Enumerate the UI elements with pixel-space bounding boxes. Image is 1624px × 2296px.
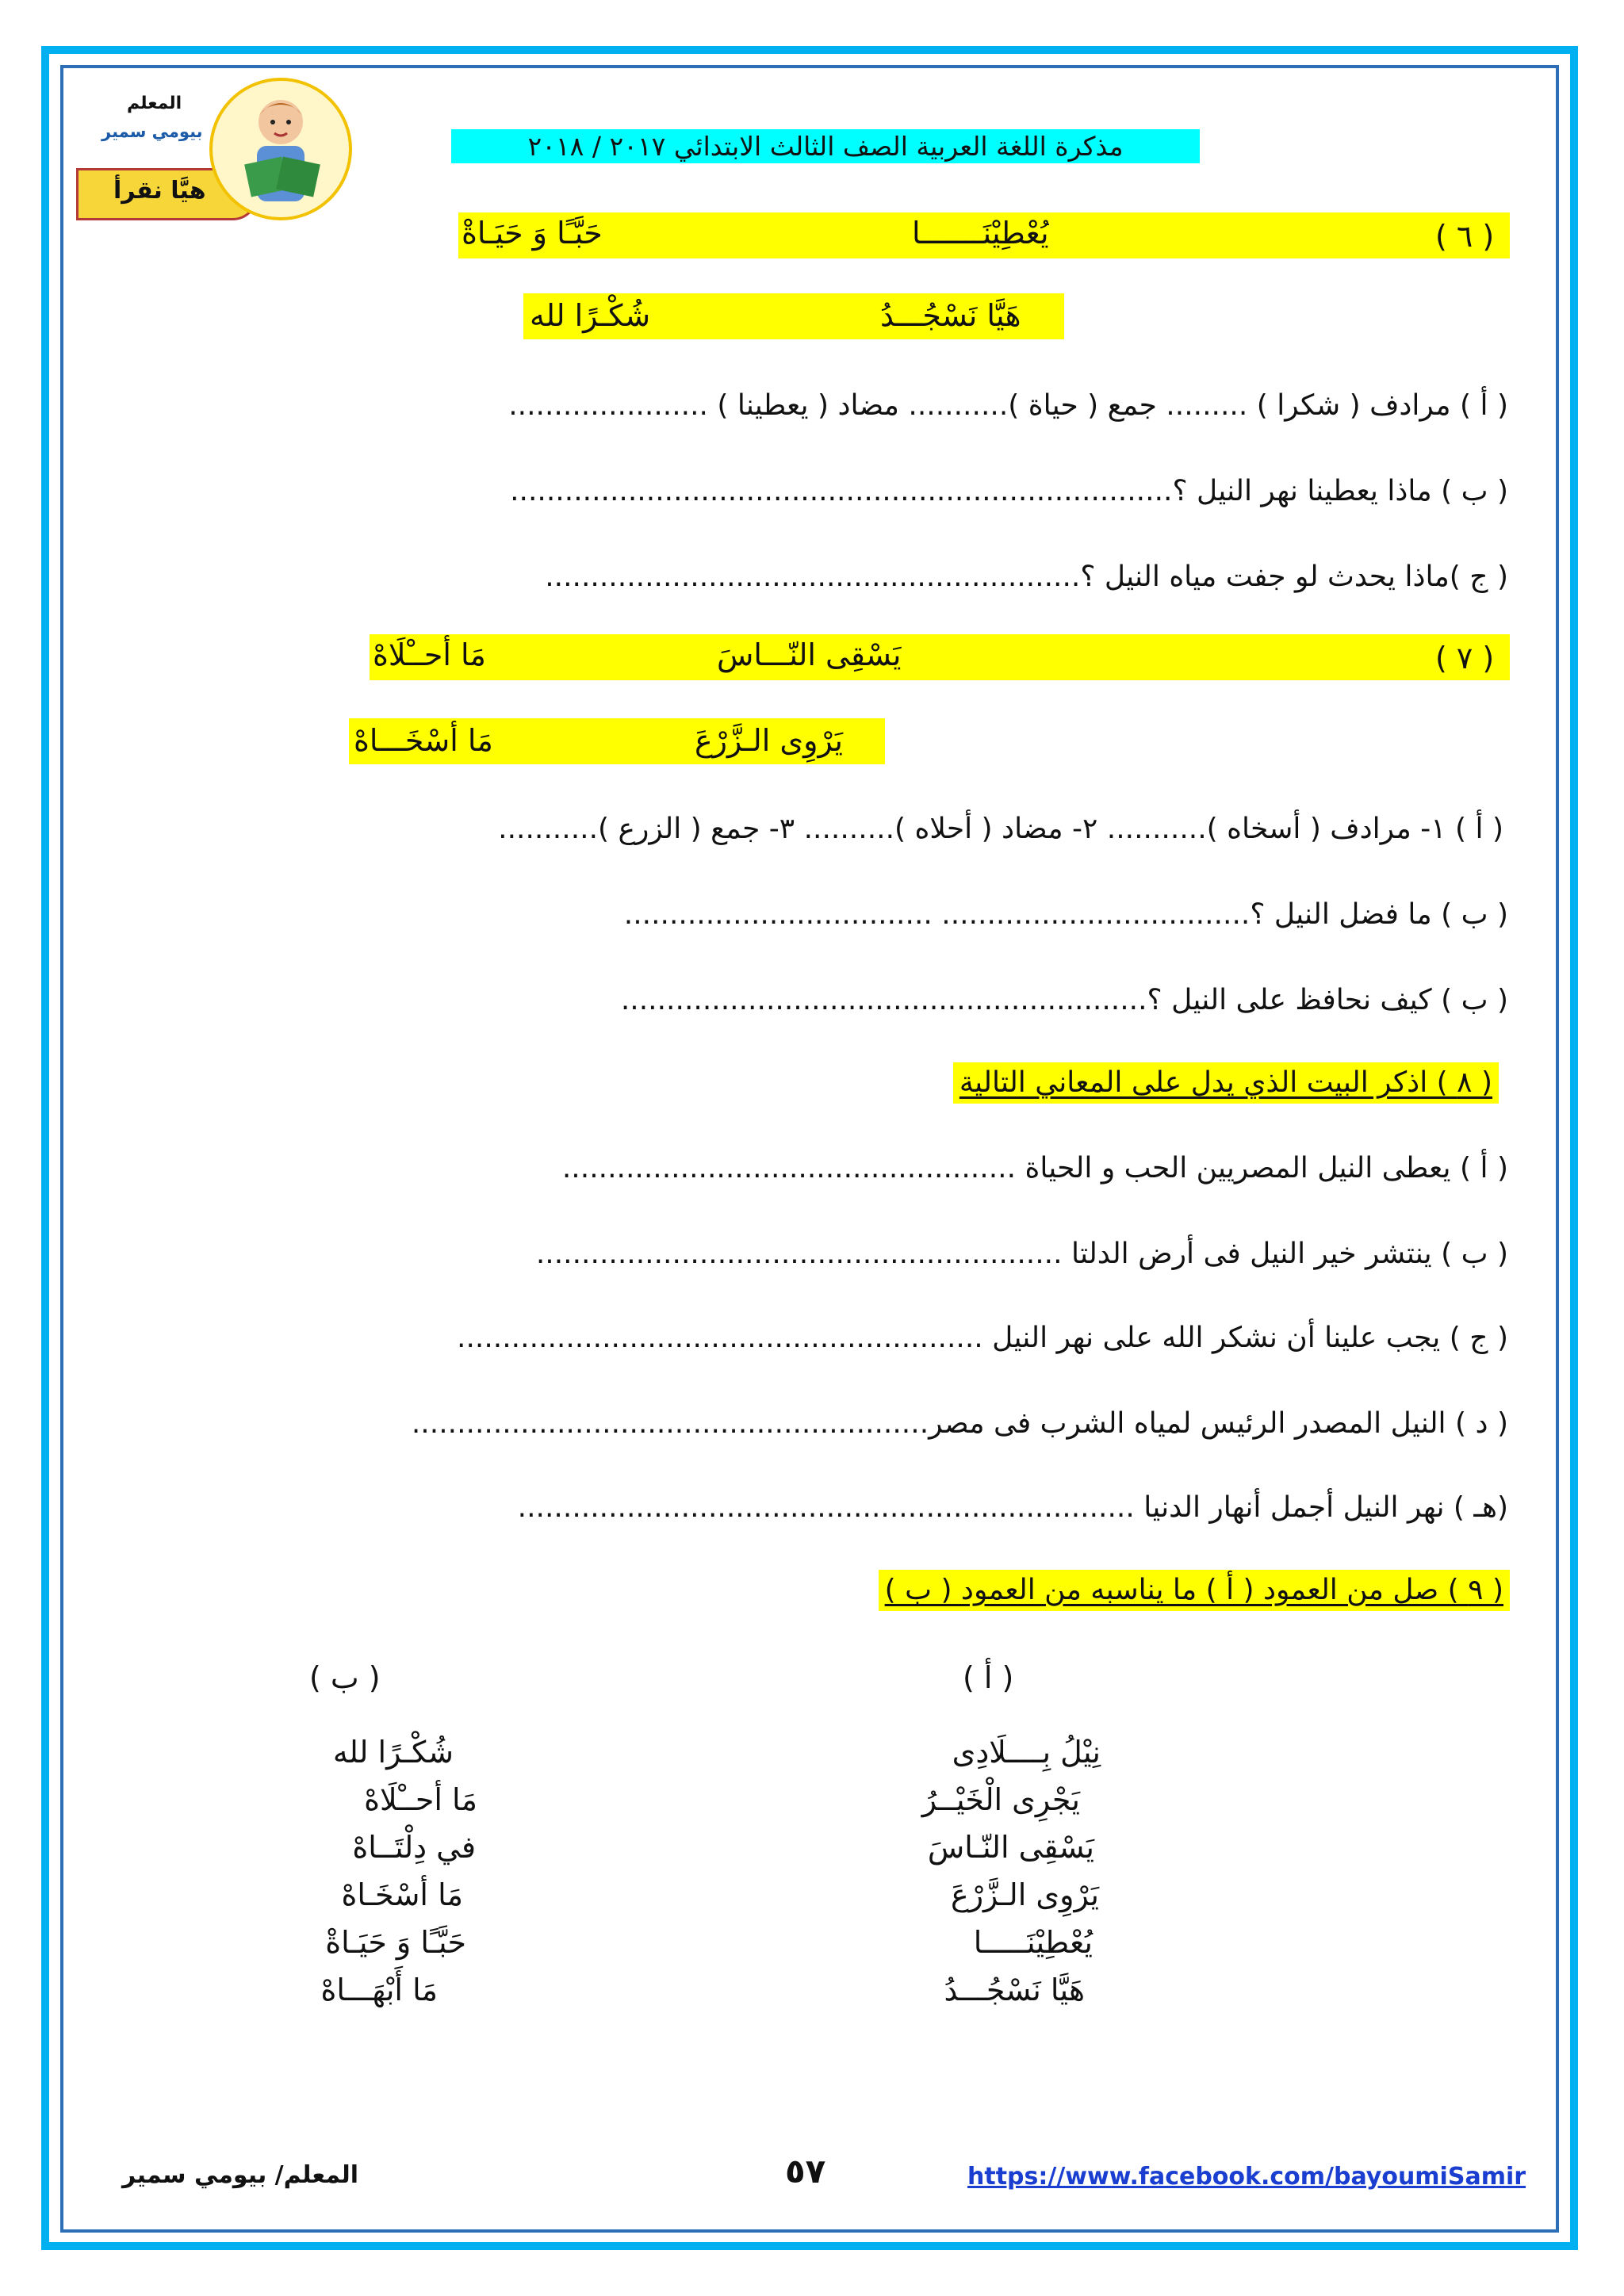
facebook-link[interactable]: https://www.facebook.com/bayoumiSamir [967, 2163, 1526, 2191]
q6-verse1-second: حَبَّـًا وَ حَيَـاةْ [462, 216, 603, 251]
q9-col-a-item: يُعْطِيْنَـــــا [973, 1925, 1093, 1960]
boy-reading-illustration [209, 78, 352, 220]
q8-part-b: ( ب ) ينتشر خير النيل فى أرض الدلتا .......................................................... [535, 1238, 1508, 1270]
q9-col-a-item: يَجْرِى الْخَيْــرُ [921, 1782, 1080, 1817]
q9-col-a-item: يَرْوِى الـزَّرْعَ [951, 1877, 1099, 1912]
q6-part-b: ( ب ) ماذا يعطينا نهر النيل ؟......................................................................... [510, 475, 1508, 507]
q6-part-a: ( أ ) مرادف ( شكرا ) ......... جمع ( حياة )........... مضاد ( يعطينا ) ...................... [508, 389, 1508, 422]
footer-teacher: المعلم/ بيومي سمير [122, 2161, 358, 2189]
q8-part-d: ( د ) النيل المصدر الرئيس لمياه الشرب فى مصر......................................................... [411, 1407, 1508, 1440]
q8-title: ( ٨ ) اذكر البيت الذي يدل على المعاني التالية [953, 1062, 1499, 1104]
q7-part-b1: ( ب ) ما فضل النيل ؟.................................. .................................. [623, 898, 1508, 931]
q9-col-a-item: هَيَّا نَسْجُـــدُ [944, 1973, 1085, 2007]
q9-col-b-item: مَا أَبْهَـــاهْ [320, 1973, 438, 2007]
q6-part-c: ( ج )ماذا يحدث لو جفت مياه النيل ؟........................................................... [545, 561, 1508, 593]
q9-col-b-item: حَبَّـًا وَ حَيَـاةْ [325, 1925, 466, 1960]
q8-part-e: (هـ ) نهر النيل أجمل أنهار الدنيا .................................................................... [517, 1491, 1508, 1524]
q6-number: ( ٦ ) [1435, 219, 1495, 254]
boy-reading-icon [213, 81, 349, 217]
q9-column-a-header: ( أ ) [963, 1660, 1014, 1695]
q9-col-b-item: شُكْـرًا لله [332, 1735, 454, 1770]
page-number: ٥٧ [785, 2152, 826, 2191]
q7-verse2-first: يَرْوِى الـزَّرْعَ [695, 723, 843, 758]
q7-verse1-second: مَا أحــْلَاهْ [373, 637, 486, 672]
q9-col-a-item: نِيْلُ بِــــلَادِى [952, 1735, 1101, 1770]
q9-col-b-item: مَا أحــْلَاهْ [364, 1782, 477, 1817]
q9-title: ( ٩ ) صل من العمود ( أ ) ما يناسبه من العمود ( ب ) [879, 1570, 1510, 1611]
q7-part-a: ( أ ) ١- مرادف ( أسخاه )........... ٢- مضاد ( أحلاه ).......... ٣- جمع ( الزرع )........... [498, 813, 1503, 845]
q8-part-c: ( ج ) يجب علينا أن نشكر الله على نهر النيل .......................................................... [457, 1322, 1508, 1354]
logo-slogan: هيَّا نقرأ [113, 177, 206, 205]
q9-col-b-item: في دِلْتَــاهْ [352, 1830, 476, 1865]
q9-col-b-item: مَا أسْخَـاهْ [341, 1877, 463, 1912]
q7-part-b2: ( ب ) كيف نحافظ على النيل ؟.......................................................... [620, 984, 1508, 1016]
worksheet-title: مذكرة اللغة العربية الصف الثالث الابتدائي ٢٠١٧ / ٢٠١٨ [451, 129, 1200, 163]
q9-col-a-item: يَسْقِى النّـاسَ [927, 1830, 1094, 1865]
q7-verse1-first: يَسْقِى النّـــاسَ [717, 637, 902, 672]
q6-verse2-second: شُكْـرًا لله [530, 298, 651, 333]
q6-verse1-first: يُعْطِيْنَـــــــا [912, 216, 1049, 251]
logo-teacher-label: المعلم [127, 94, 182, 113]
q7-verse2-second: مَا أسْخَـــاهْ [354, 723, 493, 758]
q9-column-b-header: ( ب ) [309, 1660, 381, 1695]
q8-part-a: ( أ ) يعطى النيل المصريين الحب و الحياة .................................................. [561, 1152, 1508, 1184]
q7-number: ( ٧ ) [1435, 641, 1495, 675]
q7-highlight-bar [370, 634, 1510, 680]
logo-teacher-name: بيومي سمير [102, 122, 203, 141]
q6-verse2-first: هَيَّا نَسْجُـــدُ [880, 298, 1021, 333]
